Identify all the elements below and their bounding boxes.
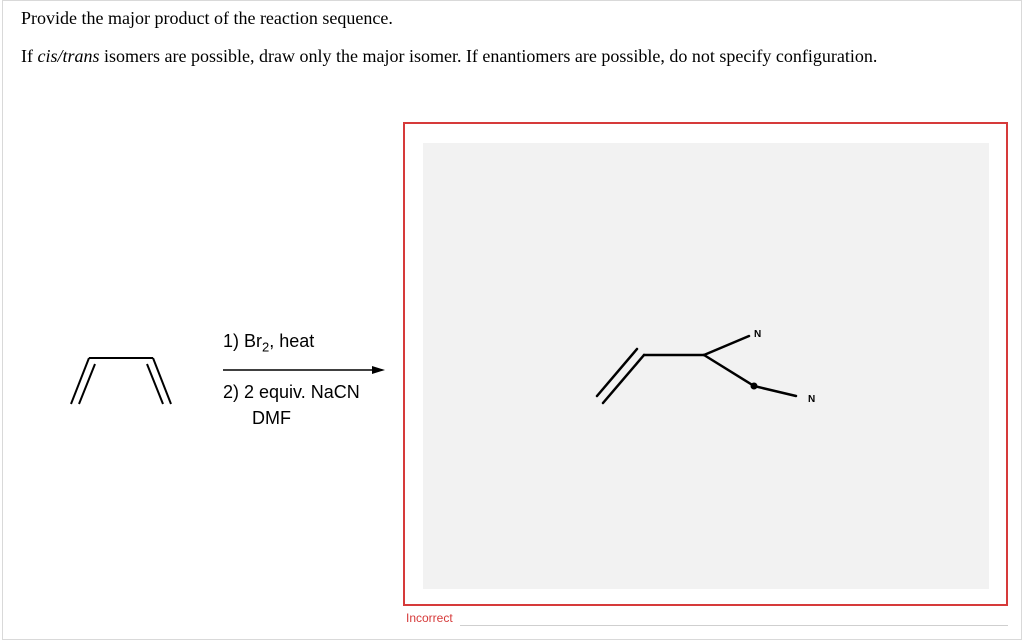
condition-step-2: 2) 2 equiv. NaCN [223, 382, 360, 402]
nitrogen-atom-label[interactable]: N [808, 394, 816, 405]
reaction-arrow [223, 366, 385, 374]
status-divider [460, 625, 1008, 626]
instructions-suffix: isomers are possible, draw only the major isomer. If enantiomers are possible, do not specify configuration. [99, 46, 878, 66]
status-badge: Incorrect [406, 611, 453, 625]
answer-status-row [404, 610, 1008, 628]
condition-solvent: DMF [252, 408, 291, 428]
instructions-italic: cis/trans [37, 46, 100, 66]
product-structure [423, 143, 989, 589]
starting-material-structure [71, 358, 171, 404]
nitrogen-atom-label[interactable]: N [754, 329, 762, 340]
drawing-canvas[interactable] [423, 143, 989, 589]
reaction-scheme [3, 1, 423, 461]
question-line-1: Provide the major product of the reaction sequence. [21, 8, 393, 28]
answer-box [403, 122, 1008, 606]
condition-step-1: 1) $Br_2$, heat [223, 331, 315, 355]
instructions-prefix: If [21, 46, 38, 66]
